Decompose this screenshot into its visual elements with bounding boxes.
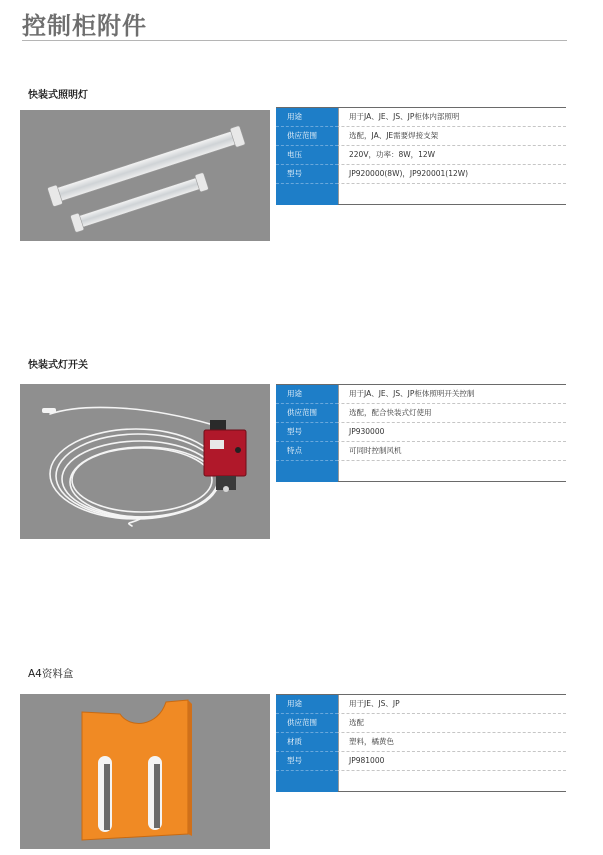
spec-row-blank bbox=[276, 184, 566, 204]
page-title: 控制柜附件 bbox=[22, 12, 147, 40]
spec-label: 型号 bbox=[276, 752, 338, 771]
spec-label: 型号 bbox=[276, 165, 338, 184]
spec-row bbox=[276, 385, 566, 404]
spec-row bbox=[276, 423, 566, 442]
spec-value: 塑料，橘黄色 bbox=[338, 733, 566, 751]
section-title-lighting: 快装式照明灯 bbox=[28, 90, 88, 101]
spec-label bbox=[276, 461, 338, 482]
spec-value: 可同时控制风机 bbox=[338, 442, 566, 460]
spec-label: 用途 bbox=[276, 108, 338, 127]
spec-label: 供应范围 bbox=[276, 127, 338, 146]
spec-row bbox=[276, 714, 566, 733]
spec-value: JP930000 bbox=[338, 423, 566, 441]
spec-row bbox=[276, 108, 566, 127]
spec-value bbox=[338, 461, 566, 481]
document-box bbox=[82, 700, 192, 840]
product-image-lamp bbox=[20, 110, 270, 241]
product-image-switch bbox=[20, 384, 270, 539]
spec-value: 用于JA、JE、JS、JP柜体照明开关控制 bbox=[338, 385, 566, 403]
spec-value: JP981000 bbox=[338, 752, 566, 770]
spec-label: 电压 bbox=[276, 146, 338, 165]
spec-label: 用途 bbox=[276, 695, 338, 714]
spec-row bbox=[276, 146, 566, 165]
cable-coil bbox=[50, 407, 222, 526]
spec-table-document-box bbox=[276, 694, 566, 792]
spec-row bbox=[276, 442, 566, 461]
spec-value: JP920000(8W)，JP920001(12W) bbox=[338, 165, 566, 183]
spec-value: 选配，配合快装式灯使用 bbox=[338, 404, 566, 422]
spec-value: 选配 bbox=[338, 714, 566, 732]
spec-label bbox=[276, 771, 338, 792]
spec-label: 供应范围 bbox=[276, 404, 338, 423]
spec-row bbox=[276, 165, 566, 184]
spec-value: 用于JA、JE、JS、JP柜体内部照明 bbox=[338, 108, 566, 126]
spec-value: 用于JE、JS、JP bbox=[338, 695, 566, 713]
spec-label: 型号 bbox=[276, 423, 338, 442]
spec-row bbox=[276, 404, 566, 423]
spec-row bbox=[276, 695, 566, 714]
title-divider bbox=[22, 40, 567, 41]
spec-row-blank bbox=[276, 461, 566, 481]
spec-table-switch bbox=[276, 384, 566, 482]
product-image-document-box bbox=[20, 694, 270, 849]
spec-row bbox=[276, 127, 566, 146]
cable-plug bbox=[42, 408, 56, 413]
spec-label: 材质 bbox=[276, 733, 338, 752]
spec-row-blank bbox=[276, 771, 566, 791]
spec-value bbox=[338, 184, 566, 204]
spec-label: 供应范围 bbox=[276, 714, 338, 733]
spec-label: 用途 bbox=[276, 385, 338, 404]
spec-value bbox=[338, 771, 566, 791]
spec-value: 220V，功率：8W，12W bbox=[338, 146, 566, 164]
spec-row bbox=[276, 733, 566, 752]
spec-value: 选配，JA、JE需要焊接支架 bbox=[338, 127, 566, 145]
spec-row bbox=[276, 752, 566, 771]
section-title-switch: 快装式灯开关 bbox=[28, 360, 88, 371]
spec-label bbox=[276, 184, 338, 205]
spec-label: 特点 bbox=[276, 442, 338, 461]
spec-table-lighting bbox=[276, 107, 566, 205]
section-title-document-box: A4资料盒 bbox=[28, 668, 74, 680]
switch-body bbox=[204, 420, 246, 492]
